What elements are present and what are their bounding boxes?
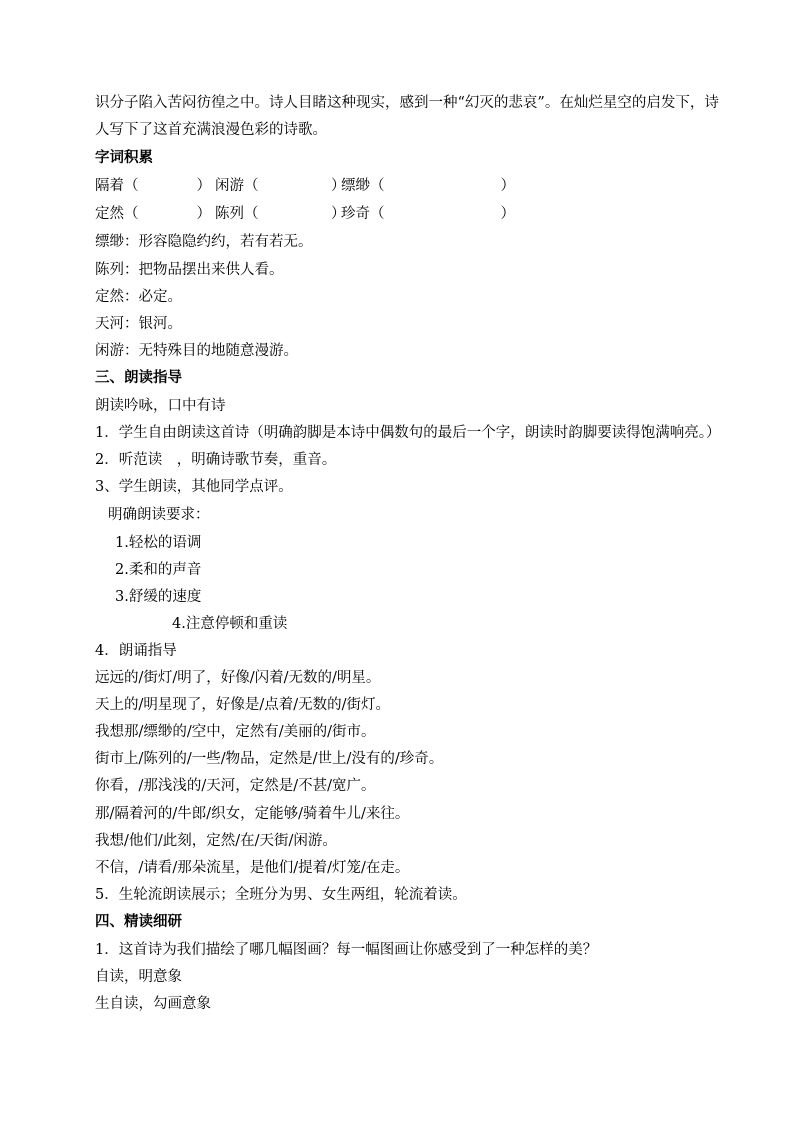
vocab-blank: 缥缈（ ） [341, 178, 515, 194]
poem-line: 你看，/那浅浅的/天河，定然是/不甚/宽广。 [95, 778, 376, 794]
reading-step-1: 1．学生自由朗读这首诗（明确韵脚是本诗中偶数句的最后一个字，朗读时韵脚要读得饱满响亮。） [95, 425, 721, 441]
reading-requirement: 1.轻松的语调 [115, 535, 202, 551]
vocab-heading: 字词积累 [95, 150, 153, 166]
vocab-blank: 珍奇（ ） [341, 206, 515, 222]
vocab-blank: 陈列（ ） [215, 206, 346, 222]
section-heading-reading: 三、朗读指导 [95, 370, 182, 386]
reading-requirements-title: 明确朗读要求： [108, 507, 210, 523]
recite-guidance-title: 4．朗诵指导 [95, 643, 177, 659]
poem-line: 不信，/请看/那朵流星，是他们/提着/灯笼/在走。 [95, 860, 410, 876]
poem-line: 那/隔着河的/牛郎/织女，定能够/骑着牛儿/来往。 [95, 806, 410, 822]
vocab-definition: 天河：银河。 [95, 316, 182, 332]
vocab-blank-row-1 [95, 176, 515, 196]
close-reading-line: 生自读，勾画意象 [95, 996, 211, 1012]
intro-line-1: 识分子陷入苦闷彷徨之中。诗人目睹这种现实，感到一种“幻灭的悲哀”。在灿烂星空的启发下，诗 [95, 95, 719, 111]
poem-line: 街市上/陈列的/一些/物品，定然是/世上/没有的/珍奇。 [95, 751, 444, 767]
reading-step-3: 3、学生朗读，其他同学点评。 [95, 479, 293, 495]
vocab-blank: 定然（ ） [95, 206, 211, 222]
reading-step-5: 5．生轮流朗读展示；全班分为男、女生两组，轮流着读。 [95, 887, 467, 903]
intro-line-2: 人写下了这首充满浪漫色彩的诗歌。 [95, 122, 327, 138]
vocab-definition: 闲游：无特殊目的地随意漫游。 [95, 343, 298, 359]
reading-requirement: 3.舒缓的速度 [115, 589, 202, 605]
vocab-definition: 缥缈：形容隐隐约约，若有若无。 [95, 234, 313, 250]
vocab-blank: 闲游（ ） [215, 178, 346, 194]
section-heading-close-reading: 四、精读细研 [95, 914, 182, 930]
vocab-definition: 定然：必定。 [95, 289, 182, 305]
poem-line: 我想那/缥缈的/空中，定然有/美丽的/街市。 [95, 724, 376, 740]
vocab-blank: 隔着（ ） [95, 178, 211, 194]
vocab-definition: 陈列：把物品摆出来供人看。 [95, 262, 284, 278]
reading-requirement: 2.柔和的声音 [115, 562, 202, 578]
poem-line: 我想/他们/此刻，定然/在/天街/闲游。 [95, 833, 337, 849]
poem-line: 天上的/明星现了，好像是/点着/无数的/街灯。 [95, 697, 391, 713]
close-reading-question-1: 1．这首诗为我们描绘了哪几幅图画？每一幅图画让你感受到了一种怎样的美？ [95, 942, 598, 958]
poem-line: 远远的/街灯/明了，好像/闪着/无数的/明星。 [95, 670, 381, 686]
vocab-blank-row-2 [95, 204, 515, 224]
reading-requirement: 4.注意停顿和重读 [172, 616, 288, 632]
close-reading-line: 自读，明意象 [95, 969, 182, 985]
reading-intro: 朗读吟咏，口中有诗 [95, 398, 226, 414]
reading-step-2: 2．听范读 ，明确诗歌节奏，重音。 [95, 452, 337, 468]
